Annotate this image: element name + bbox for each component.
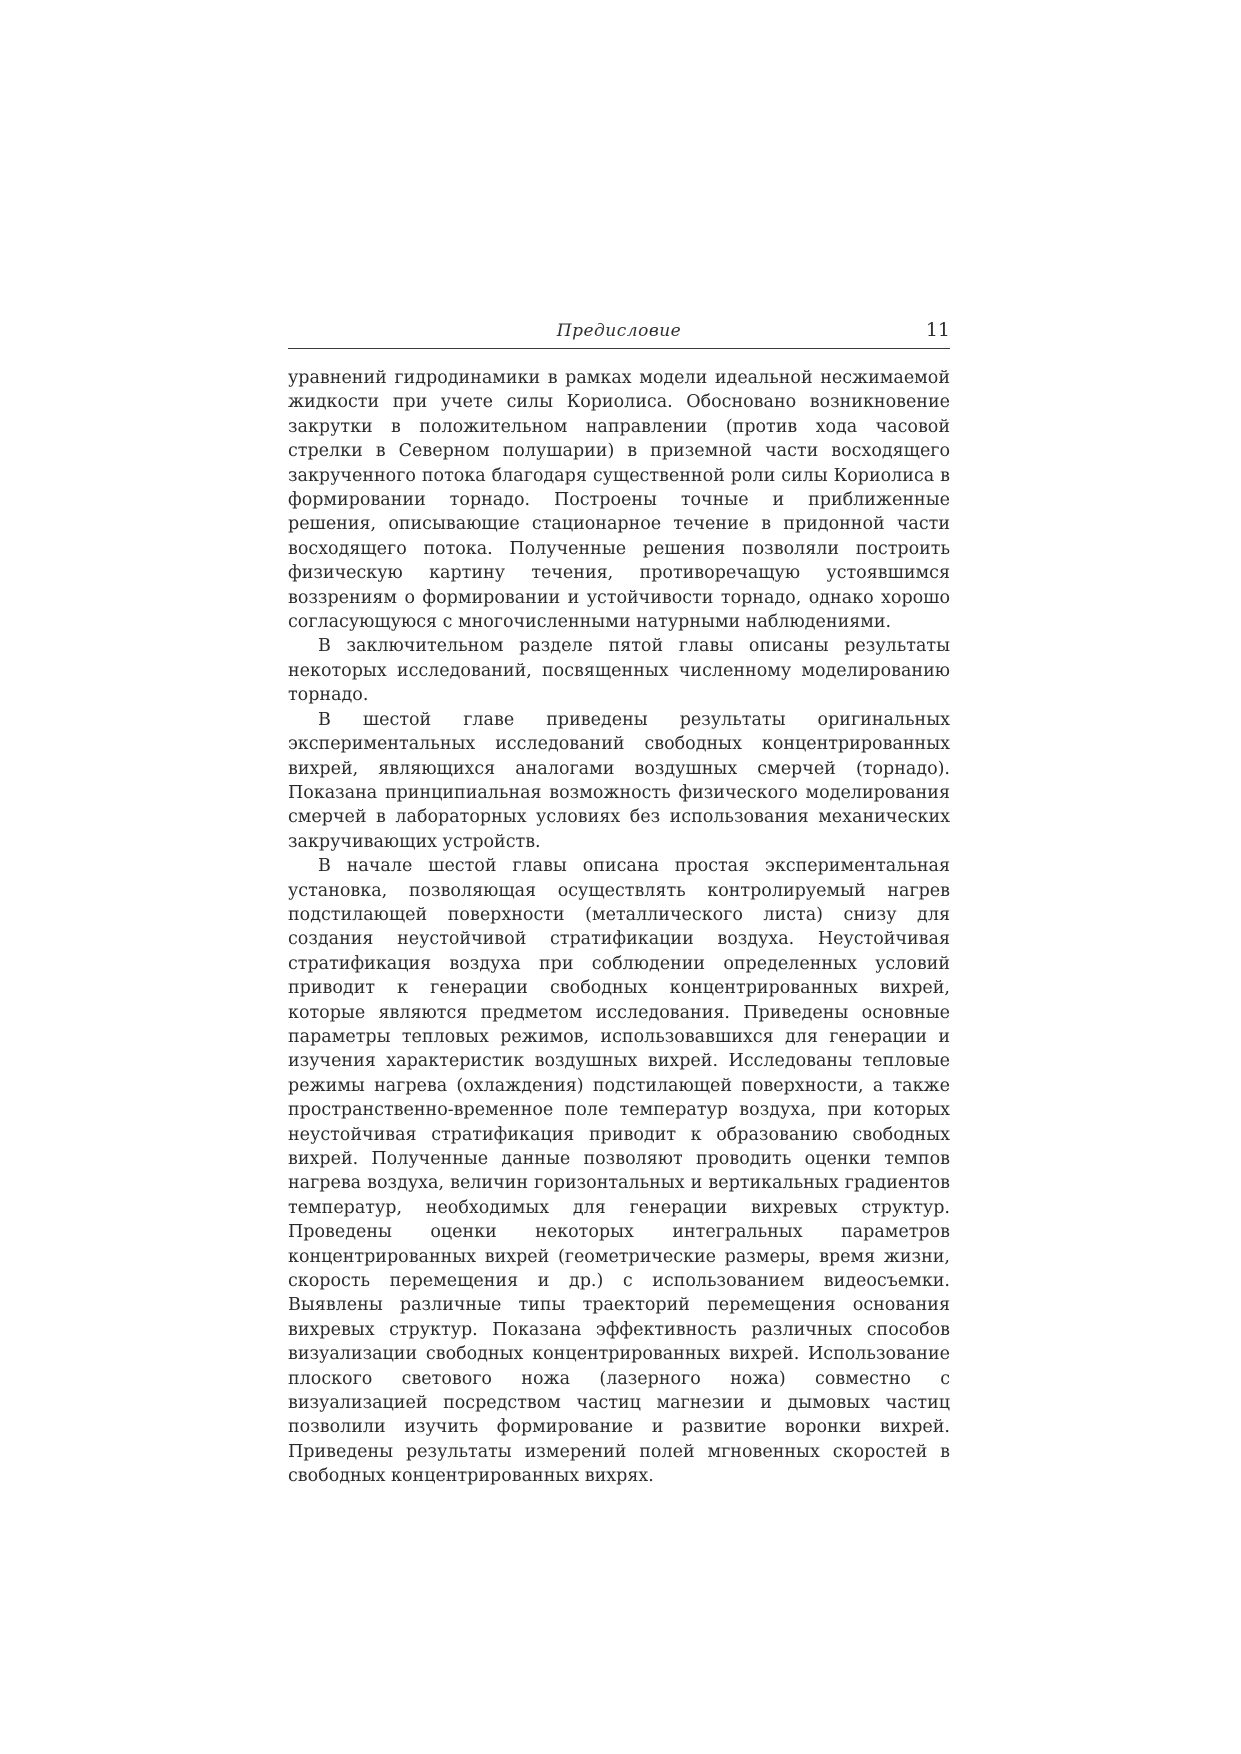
paragraph-numerical-modeling: В заключительном разделе пятой главы описаны результаты некоторых исследований, посвященных численному моделированию торнадо.: [288, 636, 950, 706]
running-title: Предисловие: [556, 321, 682, 341]
paragraph-sixth-chapter: В шестой главе приведены результаты оригинальных экспериментальных исследований свободных концентрированных вихрей, являющихся аналогами воздушных смерчей (торнадо). Показана принципиальная возможность физического моделирования смерчей в лабораторных условиях без использования механических закручивающих устройств.: [288, 709, 950, 852]
body-text: [288, 366, 950, 1489]
paragraph-experimental-setup: В начале шестой главы описана простая экспериментальная установка, позволяющая осуществлять контролируемый нагрев подстилающей поверхности (металлического листа) снизу для создания неустойчивой стратификации воздуха. Неустойчивая стратификация воздуха при соблюдении определенных условий приводит к генерации свободных концентрированных вихрей, которые являются предметом исследования. Приведены основные параметры тепловых режимов, использовавшихся для генерации и изучения характеристик воздушных вихрей. Исследованы тепловые режимы нагрева (охлаждения) подстилающей поверхности, а также пространственно-временное поле температур воздуха, при которых неустойчивая стратификация приводит к образованию свободных вихрей. Полученные данные позволяют проводить оценки темпов нагрева воздуха, величин горизонтальных и вертикальных градиентов температур, необходимых для генерации вихревых структур. Проведены оценки некоторых интегральных параметров концентрированных вихрей (геометрические размеры, время жизни, скорость перемещения и др.) с использованием видеосъемки. Выявлены различные типы траекторий перемещения основания вихревых структур. Показана эффективность различных способов визуализации свободных концентрированных вихрей. Использование плоского светового ножа (лазерного ножа) совместно с визуализацией посредством частиц магнезии и дымовых частиц позволили изучить формирование и развитие воронки вихрей. Приведены результаты измерений полей мгновенных скоростей в свободных концентрированных вихрях.: [288, 856, 950, 1487]
paragraph-continuation: уравнений гидродинамики в рамках модели идеальной несжимаемой жидкости при учете силы Кориолиса. Обосновано возникновение закрутки в положительном направлении (против хода часовой стрелки в Северном полушарии) в приземной части восходящего закрученного потока благодаря существенной роли силы Кориолиса в формировании торнадо. Построены точные и приближенные решения, описывающие стационарное течение в придонной части восходящего потока. Полученные решения позволяли построить физическую картину течения, противоречащую устоявшимся воззрениям о формировании и устойчивости торнадо, однако хорошо согласующуюся с многочисленными натурными наблюдениями.: [288, 368, 950, 633]
running-header: [288, 318, 950, 349]
page-number: 11: [925, 319, 950, 341]
